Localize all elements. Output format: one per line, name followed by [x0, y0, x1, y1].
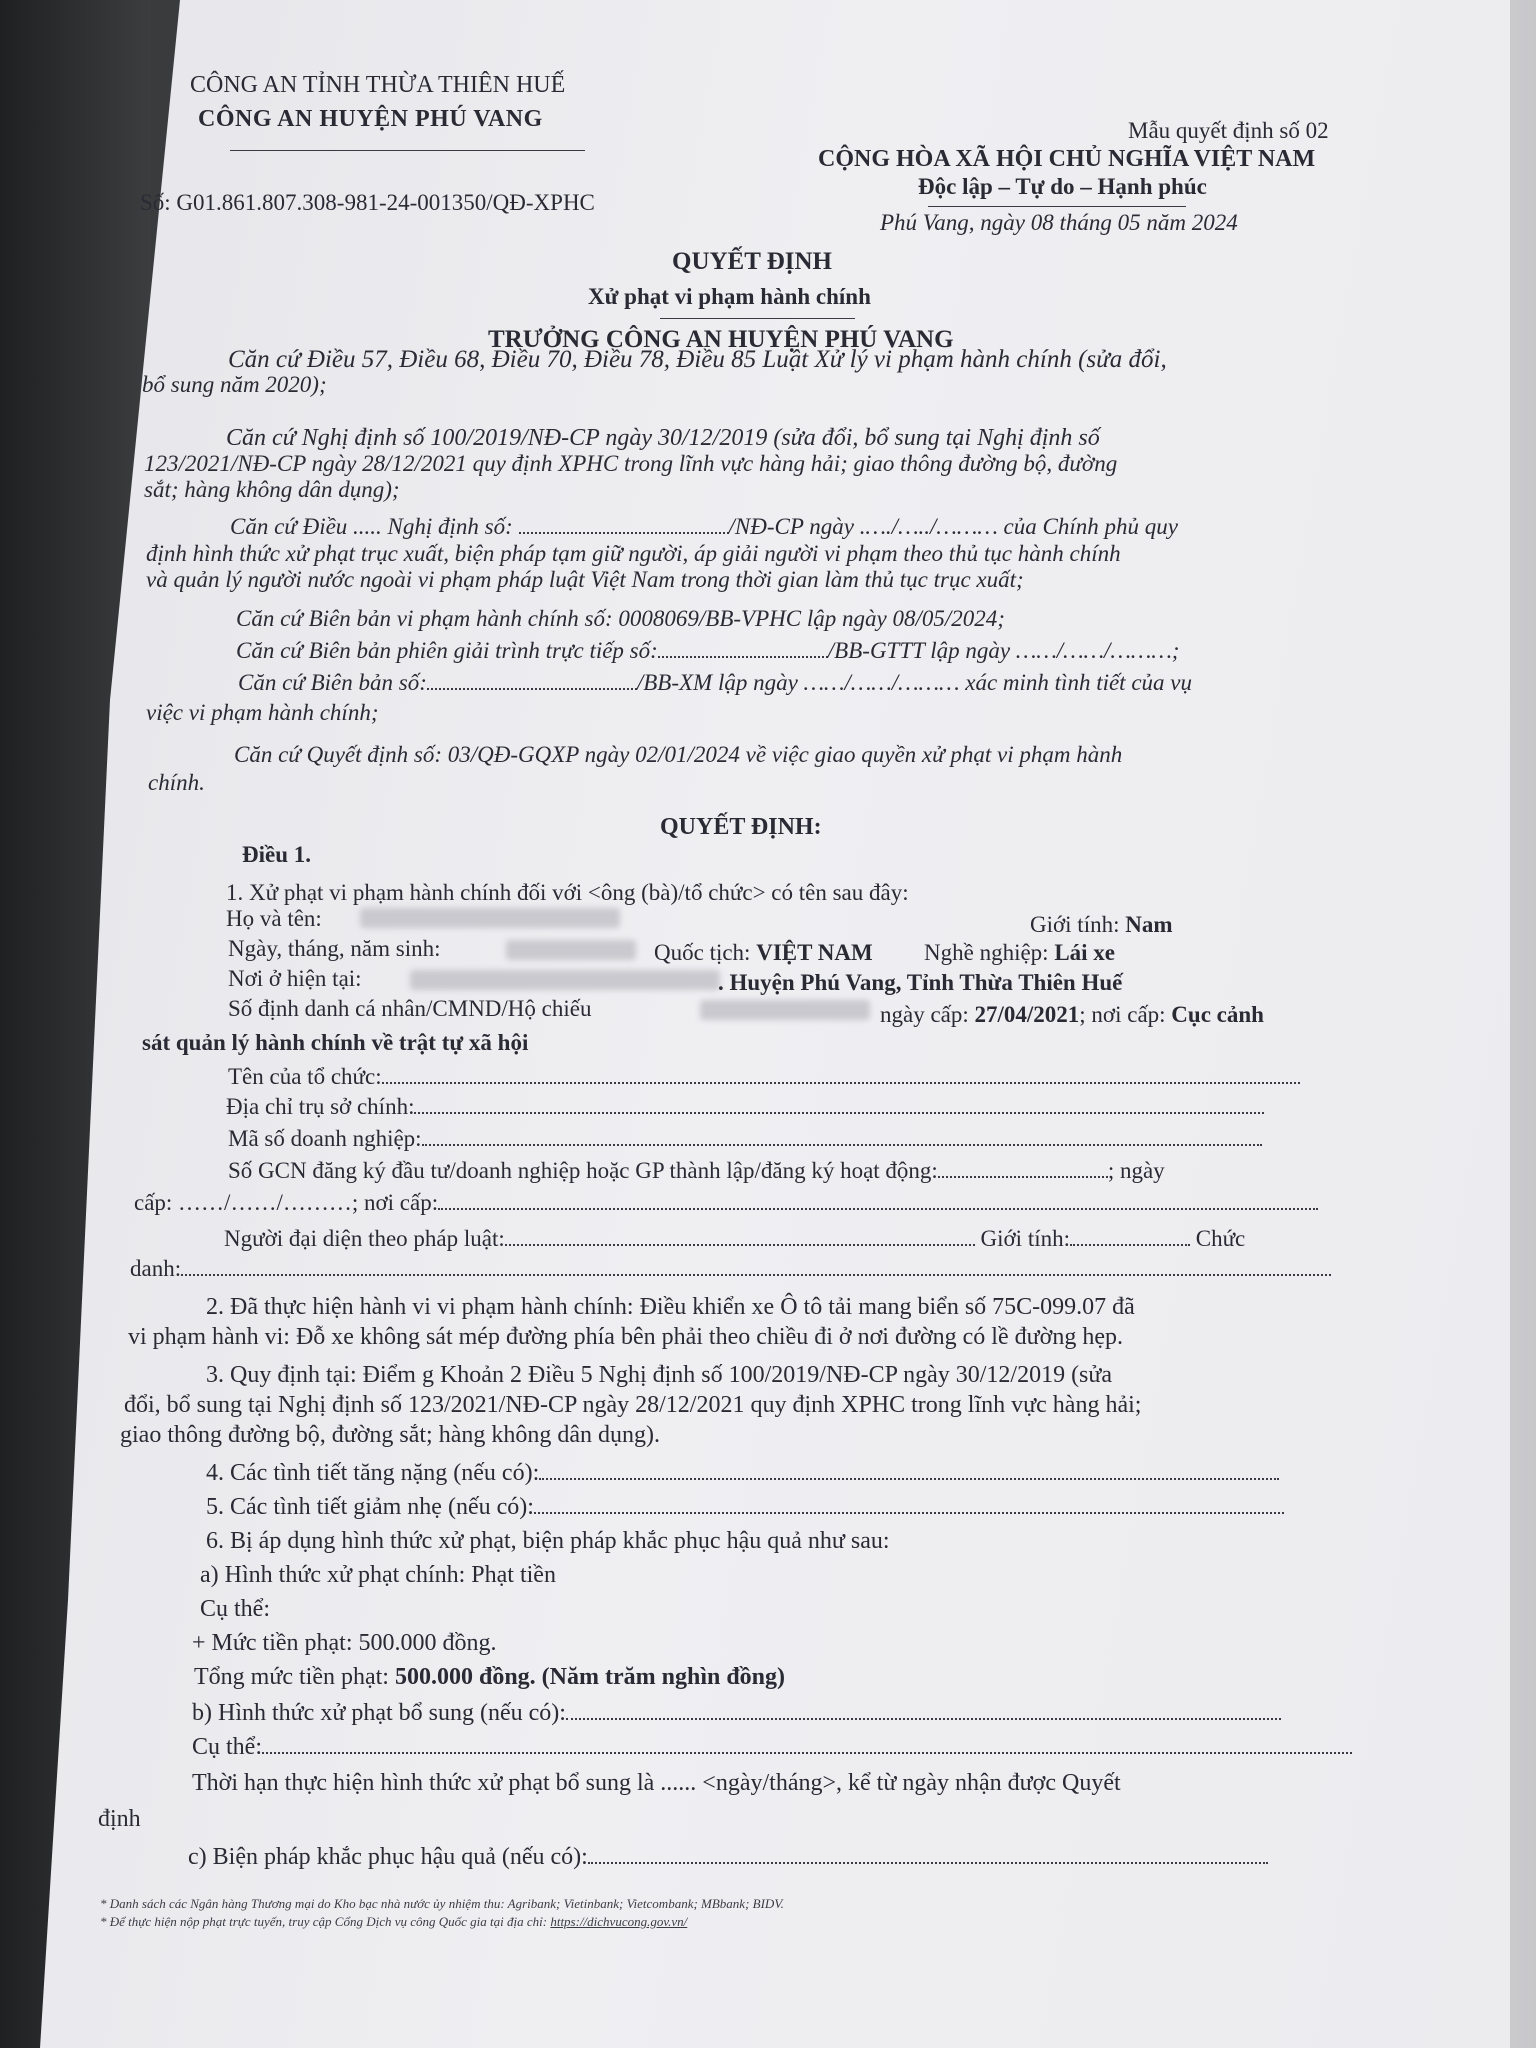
- footnote-online: * Để thực hiện nộp phạt trực tuyến, truy cập Cổng Dịch vụ công Quốc gia tại địa chỉ: https://dichvucong.gov.vn/: [100, 1914, 688, 1929]
- id-label: Số định danh cá nhân/CMND/Hộ chiếu: [228, 996, 592, 1021]
- clause-2-cont: vi phạm hành vi: Đỗ xe không sát mép đường phía bên phải theo chiều đi ở nơi đường có lề đường hẹp.: [128, 1324, 1123, 1350]
- org-addr-field: Địa chỉ trụ sở chính:: [226, 1094, 1264, 1120]
- clause-5: 5. Các tình tiết giảm nhẹ (nếu có):: [206, 1494, 1284, 1521]
- clause-4: 4. Các tình tiết tăng nặng (nếu có):: [206, 1460, 1279, 1487]
- preamble-line: việc vi phạm hành chính;: [146, 700, 379, 725]
- preamble-line: 123/2021/NĐ-CP ngày 28/12/2021 quy định XPHC trong lĩnh vực hàng hải; giao thông đường bộ, đường: [144, 451, 1118, 476]
- org-parent: CÔNG AN TỈNH THỪA THIÊN HUẾ: [190, 72, 566, 98]
- clause-1: 1. Xử phạt vi phạm hành chính đối với <ông (bà)/tổ chức> có tên sau đây:: [226, 880, 909, 905]
- issue-field: ngày cấp: 27/04/2021; nơi cấp: Cục cảnh: [880, 1002, 1264, 1027]
- article-heading: Điều 1.: [242, 842, 311, 867]
- clause-3: 3. Quy định tại: Điểm g Khoản 2 Điều 5 Nghị định số 100/2019/NĐ-CP ngày 30/12/2019 (sửa: [206, 1362, 1113, 1388]
- clause-3-cont: giao thông đường bộ, đường sắt; hàng không dân dụng).: [120, 1422, 661, 1448]
- clause-2: 2. Đã thực hiện hành vi vi phạm hành chính: Điều khiển xe Ô tô tải mang biển số 75C-099.07 đã: [206, 1294, 1135, 1320]
- clause-6b-spec: Cụ thể:: [192, 1734, 1352, 1761]
- republic-title: CỘNG HÒA XÃ HỘI CHỦ NGHĨA VIỆT NAM: [818, 146, 1316, 172]
- redacted-id: [700, 1000, 870, 1020]
- preamble-line: Căn cứ Nghị định số 100/2019/NĐ-CP ngày 30/12/2019 (sửa đổi, bổ sung tại Nghị định số: [226, 425, 1100, 451]
- preamble-line: Căn cứ Biên bản số: /BB-XM lập ngày ……/……/……… xác minh tình tiết của vụ: [238, 670, 1192, 695]
- org-cap-field: cấp: ……/……/………; nơi cấp:: [134, 1190, 1318, 1216]
- clause-6c: c) Biện pháp khắc phục hậu quả (nếu có):: [188, 1844, 1268, 1871]
- preamble-line: sắt; hàng không dân dụng);: [144, 477, 400, 502]
- clause-6b-term-cont: định: [98, 1806, 141, 1832]
- doc-subtitle: Xử phạt vi phạm hành chính: [588, 284, 871, 309]
- motto-underline: [928, 206, 1186, 207]
- org-underline: [230, 150, 585, 151]
- authority: TRƯỞNG CÔNG AN HUYỆN PHÚ VANG: [488, 326, 954, 353]
- preamble-line: và quản lý người nước ngoài vi phạm pháp luật Việt Nam trong thời gian làm thủ tục trục xuất;: [146, 567, 1024, 592]
- fine-total: Tổng mức tiền phạt: 500.000 đồng. (Năm trăm nghìn đồng): [194, 1664, 786, 1690]
- org-name-field: Tên của tổ chức:: [228, 1064, 1300, 1090]
- clause-6a: a) Hình thức xử phạt chính: Phạt tiền: [200, 1562, 556, 1588]
- job-field: Nghề nghiệp: Lái xe: [924, 940, 1116, 965]
- preamble-line: bổ sung năm 2020);: [142, 372, 327, 397]
- footnote-banks: * Danh sách các Ngân hàng Thương mại do Kho bạc nhà nước ủy nhiệm thu: Agribank; Vietinbank; Vietcombank; MBbank; BIDV.: [100, 1896, 784, 1911]
- preamble-line: Căn cứ Điều ..... Nghị định số: /NĐ-CP ngày .…./…../……… của Chính phủ quy: [230, 514, 1178, 539]
- clause-6a-spec: Cụ thể:: [200, 1596, 270, 1622]
- place-date: Phú Vang, ngày 08 tháng 05 năm 2024: [880, 210, 1238, 235]
- address-label: Nơi ở hiện tại:: [228, 966, 362, 991]
- clause-6: 6. Bị áp dụng hình thức xử phạt, biện pháp khắc phục hậu quả như sau:: [206, 1528, 890, 1554]
- form-number: Mẫu quyết định số 02: [1128, 118, 1329, 143]
- fine-amount: + Mức tiền phạt: 500.000 đồng.: [192, 1630, 497, 1656]
- preamble-line: định hình thức xử phạt trục xuất, biện pháp tạm giữ người, áp giải người vi phạm theo thủ tục hành chính: [146, 541, 1121, 566]
- name-label: Họ và tên:: [226, 906, 322, 931]
- preamble-line: Căn cứ Điều 57, Điều 68, Điều 70, Điều 78, Điều 85 Luật Xử lý vi phạm hành chính (sửa đổi,: [228, 346, 1167, 373]
- decision-heading: QUYẾT ĐỊNH:: [660, 814, 822, 840]
- preamble-line: Căn cứ Quyết định số: 03/QĐ-GQXP ngày 02/01/2024 về việc giao quyền xử phạt vi phạm hành: [234, 742, 1123, 767]
- preamble-line: chính.: [148, 770, 205, 795]
- preamble-line: Căn cứ Biên bản phiên giải trình trực tiếp số: /BB-GTTT lập ngày ……/……/………;: [236, 638, 1180, 663]
- nationality-field: Quốc tịch: VIỆT NAM: [654, 940, 873, 965]
- gender-field: Giới tính: Nam: [1030, 912, 1173, 937]
- dichvucong-link[interactable]: https://dichvucong.gov.vn/: [550, 1914, 688, 1929]
- address-value: . Huyện Phú Vang, Tỉnh Thừa Thiên Huế: [718, 970, 1123, 995]
- org-tax-field: Mã số doanh nghiệp:: [228, 1126, 1262, 1152]
- clause-6b: b) Hình thức xử phạt bổ sung (nếu có):: [192, 1700, 1281, 1727]
- dob-label: Ngày, tháng, năm sinh:: [228, 936, 441, 961]
- rep-field: Người đại diện theo pháp luật: Giới tính: Chức: [224, 1226, 1246, 1251]
- motto: Độc lập – Tự do – Hạnh phúc: [918, 174, 1207, 199]
- title-underline: [660, 318, 855, 319]
- clause-3-cont: đổi, bổ sung tại Nghị định số 123/2021/NĐ-CP ngày 28/12/2021 quy định XPHC trong lĩnh vực hàng hải;: [124, 1392, 1142, 1418]
- rep-title-field: danh:: [130, 1256, 1331, 1282]
- decision-number: Số: G01.861.807.308-981-24-001350/QĐ-XPHC: [140, 190, 595, 215]
- redacted-name: [360, 908, 620, 928]
- clause-6b-term: Thời hạn thực hiện hình thức xử phạt bổ sung là ...... <ngày/tháng>, kể từ ngày nhận được Quyết: [192, 1770, 1121, 1796]
- org-gcn-field: Số GCN đăng ký đầu tư/doanh nghiệp hoặc GP thành lập/đăng ký hoạt động: ; ngày: [228, 1158, 1165, 1183]
- redacted-dob: [506, 940, 636, 960]
- preamble-line: Căn cứ Biên bản vi phạm hành chính số: 0008069/BB-VPHC lập ngày 08/05/2024;: [236, 606, 1005, 631]
- redacted-address: [410, 970, 720, 990]
- org-name: CÔNG AN HUYỆN PHÚ VANG: [198, 106, 543, 132]
- issue-place-cont: sát quản lý hành chính về trật tự xã hội: [142, 1030, 529, 1055]
- doc-title: QUYẾT ĐỊNH: [672, 248, 832, 275]
